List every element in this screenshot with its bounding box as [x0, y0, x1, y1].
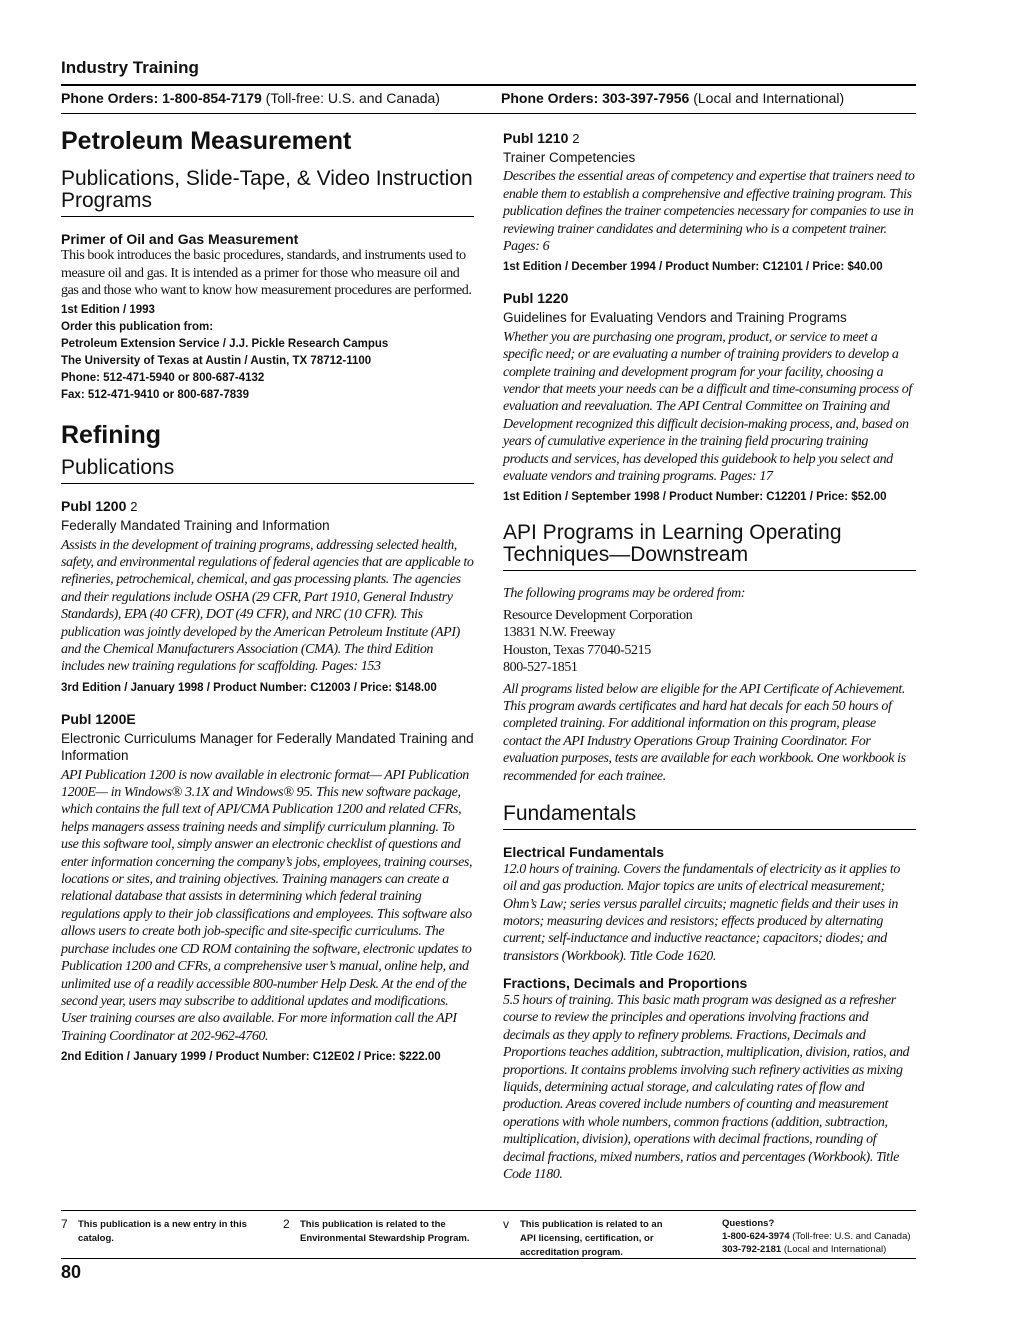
primer-meta-line: Order this publication from: — [61, 320, 214, 333]
questions-phone-local — [722, 1243, 911, 1256]
header-rule-thin — [61, 113, 916, 114]
publ-1200-number: Publ 1200 — [61, 498, 127, 515]
divider — [61, 216, 474, 217]
publ-1200-meta: 3rd Edition / January 1998 / Product Number: C12003 / Price: $148.00 — [61, 681, 437, 694]
questions-label: Questions? — [722, 1218, 775, 1229]
primer-title: Primer of Oil and Gas Measurement — [61, 230, 299, 247]
primer-meta — [61, 302, 474, 404]
questions-phone-number: 303-792-2181 — [722, 1244, 782, 1255]
fractions-body: 5.5 hours of training. This basic math program was designed as a refresher course to review the principles and operations involving fractions and decimals as they apply to refinery problems. Fractions, Decimals and Proportions teaches addition, subtraction, multiplication, division, ratios, and proportions. It contains problems involving such refinery activities as mixing liquids, determining actual storage, and calculating rates of flow and production. Areas covered include numbers of counting and measurement operations with whole numbers, common fractions (addition, subtraction, multiplication, division), operations with decimal fractions, rounding of decimal fractions, mixed numbers, ratios and percentages (Workbook). Title Code 1180. — [503, 993, 910, 1183]
env-stewardship-icon: 2 — [283, 1217, 290, 1231]
divider — [503, 829, 916, 830]
primer-meta-line: Petroleum Extension Service / J.J. Pickle Research Campus — [61, 337, 389, 350]
footer-rule — [61, 1210, 916, 1211]
questions-phone-note: (Local and International) — [783, 1244, 887, 1255]
spacer — [503, 276, 916, 290]
primer-body: This book introduces the basic procedures, standards, and instruments used to measure oil and gas. It is intended as a primer for those who measure oil and gas and those who want to know how measurement procedures are performed. — [61, 248, 472, 299]
footnote-text: This publication is a new entry in this catalog. — [78, 1219, 247, 1244]
phone-local-number: Phone Orders: 303-397-7956 — [501, 90, 690, 106]
electrical-fundamentals-title: Electrical Fundamentals — [503, 843, 665, 860]
api-address — [503, 607, 916, 677]
subheading-fundamentals: Fundamentals — [503, 801, 637, 825]
primer-meta-line: The University of Texas at Austin / Austin, TX 78712-1100 — [61, 354, 372, 367]
publ-1220-subtitle: Guidelines for Evaluating Vendors and Training Programs — [503, 310, 847, 326]
api-address-line: Resource Development Corporation — [503, 607, 693, 623]
fractions-title: Fractions, Decimals and Proportions — [503, 975, 748, 992]
publ-1210-subtitle: Trainer Competencies — [503, 149, 636, 165]
left-column — [61, 124, 474, 1066]
questions-phone-note: (Toll-free: U.S. and Canada) — [792, 1231, 911, 1242]
primer-meta-line: 1st Edition / 1993 — [61, 303, 155, 316]
divider — [503, 570, 916, 571]
section-label: Industry Training — [61, 58, 199, 77]
publ-1200-body: Assists in the development of training programs, addressing selected health, safety, and environmental regulations of federal agencies that are applicable to refineries, petrochemical, chemical, and gas processing plants. The agencies and their regulations include OSHA (29 CFR, Part 1910, General Industry Standards), EPA (40 CFR), DOT (49 CFR), and NRC (10 CFR). This publication was jointly developed by the American Petroleum Institute (API) and the Chemical Manufacturers Association (CMA). The third Edition includes new training regulations for scaffolding. Pages: 153 — [61, 537, 474, 675]
heading-petroleum-measurement: Petroleum Measurement — [61, 127, 352, 155]
right-column — [503, 130, 916, 1183]
publ-1220-body: Whether you are purchasing one program, product, or service to meet a specific need; or are evaluating a number of training providers to develop a complete training and development program for your facility, choosing a vendor that meets your needs can be a difficult and time-consuming process of evaluation and reevaluation. The API Central Committee on Training and Development recognized this difficult decision-making process, and, based on years of cumulative experience in the training field procuring training products and services, has developed this guidebook to help you select and evaluate vendors and training programs. Pages: 17 — [503, 329, 912, 484]
publ-1220-title: Publ 1220 — [503, 290, 569, 307]
api-address-line: Houston, Texas 77040-5215 — [503, 642, 651, 658]
publ-1200e-subtitle: Electronic Curriculums Manager for Federally Mandated Training and Information — [61, 730, 474, 764]
publ-1220-meta: 1st Edition / September 1998 / Product Number: C12201 / Price: $52.00 — [503, 491, 887, 504]
phone-orders-local — [501, 90, 844, 106]
subheading-petroleum-publications: Publications, Slide-Tape, & Video Instruction Programs — [61, 166, 473, 212]
header-rule — [61, 84, 916, 86]
publ-1200-subtitle: Federally Mandated Training and Information — [61, 517, 330, 533]
divider — [61, 483, 474, 484]
env-stewardship-mark: 2 — [130, 499, 138, 515]
api-intro: The following programs may be ordered from: — [503, 586, 746, 602]
publ-1210-meta: 1st Edition / December 1994 / Product Number: C12101 / Price: $40.00 — [503, 261, 883, 274]
spacer — [503, 965, 916, 975]
phone-orders-tollfree — [61, 90, 440, 106]
api-address-line: 13831 N.W. Freeway — [503, 625, 616, 641]
publ-1200e-title: Publ 1200E — [61, 710, 136, 727]
api-body: All programs listed below are eligible for the API Certificate of Achievement. This program awards certificates and hard hat decals for each 50 hours of completed training. For additional information on this program, please contact the API Industry Operations Group Training Coordinator. For evaluation purposes, tests are available for each workbook. One workbook is recommended for each trainee. — [503, 681, 906, 784]
footnote-text: This publication is related to the Environmental Stewardship Program. — [300, 1219, 470, 1244]
phone-tollfree-number: Phone Orders: 1-800-854-7179 — [61, 90, 262, 106]
footer-rule-bottom — [61, 1258, 916, 1259]
publ-1200e-meta: 2nd Edition / January 1999 / Product Number: C12E02 / Price: $222.00 — [61, 1051, 441, 1064]
subheading-refining-publications: Publications — [61, 456, 175, 480]
heading-refining: Refining — [61, 420, 161, 449]
new-entry-icon: 7 — [61, 1217, 68, 1231]
electrical-fundamentals-body: 12.0 hours of training. Covers the fundamentals of electricity as it applies to oil and gas production. Major topics are units of electrical measurement; Ohm’s Law; series versus parallel circuits; magnetic fields and their uses in motors; measuring devices and resistors; effects produced by alternating current; self-inductance and inductive reactance; capacitors; diodes; and transistors (Workbook). Title Code 1620. — [503, 861, 900, 964]
publ-1210-title — [503, 130, 916, 147]
page-number: 80 — [61, 1262, 82, 1282]
api-address-line: 800-527-1851 — [503, 660, 578, 676]
questions-phone-tollfree — [722, 1230, 911, 1243]
publ-1200-title — [61, 498, 474, 515]
subheading-api-programs: API Programs in Learning Operating Techniques—Downstream — [503, 521, 842, 567]
questions-block — [722, 1217, 911, 1256]
publ-1210-number: Publ 1210 — [503, 130, 569, 146]
footnote-text: This publication is related to an API licensing, certification, or accreditation program. — [520, 1219, 663, 1258]
licensing-icon: v — [503, 1217, 509, 1231]
phone-tollfree-note: (Toll-free: U.S. and Canada) — [265, 90, 440, 106]
primer-meta-line: Fax: 512-471-9410 or 800-687-7839 — [61, 388, 249, 401]
env-stewardship-mark: 2 — [572, 131, 580, 146]
questions-phone-number: 1-800-624-3974 — [722, 1231, 790, 1242]
phone-local-note: (Local and International) — [693, 90, 845, 106]
publ-1210-body: Describes the essential areas of competency and expertise that trainers need to enable them to establish a comprehensive and effective training program. This publication defines the trainer competencies necessary for companies to use in reviewing trainer candidates and determining who is a competent trainer. Pages: 6 — [503, 169, 915, 254]
primer-meta-line: Phone: 512-471-5940 or 800-687-4132 — [61, 371, 265, 384]
publ-1200e-body: API Publication 1200 is now available in electronic format— API Publication 1200E— in Windows® 3.1X and Windows® 95. This new software package, which contains the full text of API/CMA Publication 1200 and related CFRs, helps managers assess training needs and simplify curriculum planning. To use this software tool, simply answer an electronic checklist of questions and enter information concerning the company’s jobs, employees, training courses, locations or sites, and training objectives. Training managers can create a relational database that assists in determining which federal training regulations apply to their job classifications and employees. This software also allows users to create both job-specific and site-specific curriculums. The purchase includes one CD ROM containing the software, electronic updates to Publication 1200 and CFRs, a comprehensive user’s manual, online help, and unlimited use of a readily accessible 800-number Help Desk. At the end of the second year, users may subscribe to additional updates and modifications. User training courses are also available. For more information call the API Training Coordinator at 202-962-4760. — [61, 767, 473, 1044]
spacer — [61, 697, 474, 711]
